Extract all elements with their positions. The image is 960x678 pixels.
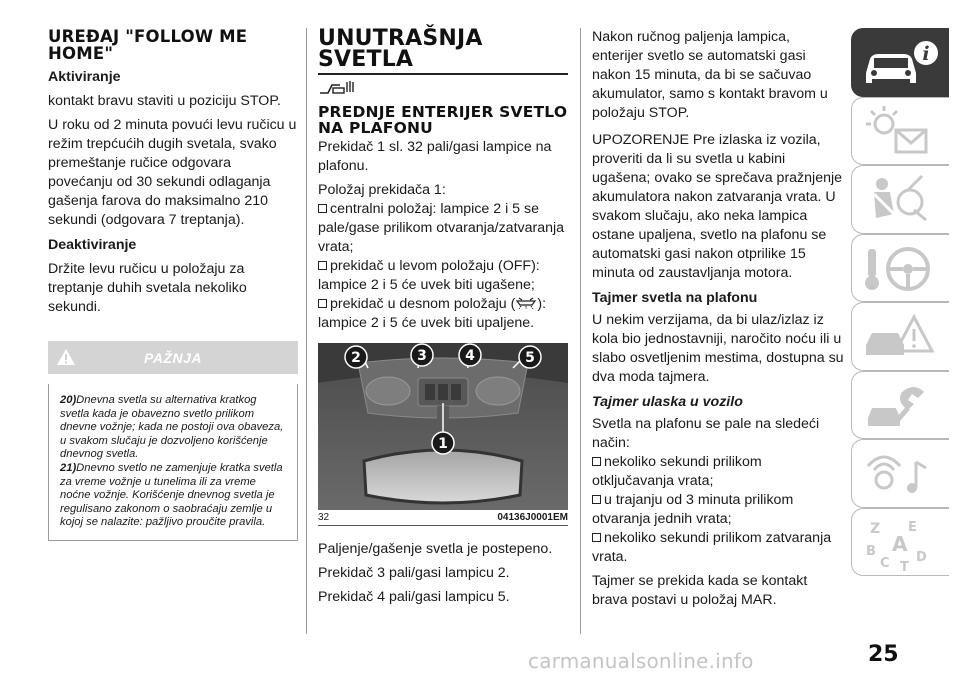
column-right: [592, 28, 844, 610]
column-left: [48, 28, 298, 541]
warning-note-21: 21)Dnevno svetlo ne zamenjuje kratka svetla za vreme vožnje u tunelima ili za vreme noćne vožnje. Korišćenje dnevnog svetla je regulisano zakonom o saobraćaju zemlje u kojoj se nalazite: pažljivo proučite pravila.: [60, 461, 283, 529]
svg-text:D: D: [916, 549, 927, 565]
svg-text:C: C: [880, 555, 890, 571]
bullet-square-icon: [592, 457, 601, 466]
deactivation-text: Držite levu ručicu u položaju za treptanje duhih svetala nekoliko sekundi.: [48, 261, 247, 315]
tab-multimedia[interactable]: [851, 439, 949, 508]
seatbelt-airbag-icon: [852, 166, 950, 234]
ceiling-light-photo-illustration: [318, 343, 568, 510]
figure-callout-4: [459, 344, 481, 366]
timer-title: Tajmer svetla na plafonu: [592, 290, 758, 306]
warning-note-20: 20)Dnevna svetla su alternativa kratkog svetla kada je obavezno svetlo prilikom dnevne vožnje; kada ne postoji ova obaveza, u svakom slučaju je dozvoljeno korišćenje dnevnog svetla.: [60, 394, 284, 461]
bullet-square-icon: [318, 204, 327, 213]
bullet-opening-door: u trajanju od 3 minuta prilikom otvaranja jednih vrata;: [592, 492, 794, 527]
svg-text:4: 4: [465, 348, 475, 364]
tab-maintenance[interactable]: [851, 371, 949, 440]
switch-3-text: Prekidač 3 pali/gasi lampicu 2.: [318, 565, 510, 581]
tab-emergency[interactable]: [851, 302, 949, 371]
tab-lights-messages[interactable]: [851, 97, 949, 166]
warning-notes: [48, 384, 298, 541]
svg-text:Z: Z: [870, 520, 881, 537]
warning-crash-icon: [852, 303, 950, 371]
figure-32-ceiling-light-photo: [318, 343, 568, 510]
figure-callout-3: [411, 344, 433, 366]
subheading-front-ceiling-light: PREDNJE ENTERIJER SVETLO NA PLAFONU: [318, 103, 568, 137]
entry-timer-title: Tajmer ulaska u vozilo: [592, 394, 743, 410]
deactivation-title: Deaktiviranje: [48, 237, 137, 253]
column-divider-1: [306, 28, 307, 634]
timer-stop-text: Tajmer se prekida kada se kontakt brava postavi u položaj MAR.: [592, 573, 808, 608]
car-info-icon: [852, 29, 950, 97]
svg-text:1: 1: [438, 436, 448, 452]
figure-code: 04136J0001EM: [497, 512, 568, 523]
auto-off-text: Nakon ručnog paljenja lampica, enterijer svetlo se automatski gasi nakon 15 minuta, da bi se sačuvao akumulator, samo s kontakt bravom u položaju STOP.: [592, 29, 828, 121]
svg-text:B: B: [866, 543, 876, 559]
svg-text:A: A: [892, 531, 908, 556]
figure-number: 32: [318, 512, 330, 523]
bullet-right-on: prekidač u desnom položaju ( ): lampice 2 i 5 će uvek biti upaljene.: [318, 296, 547, 331]
svg-text:E: E: [908, 519, 917, 535]
bullet-square-icon: [318, 299, 327, 308]
svg-text:i: i: [922, 43, 930, 65]
wrench-service-icon: [852, 372, 950, 440]
svg-text:T: T: [900, 559, 909, 575]
tab-safety[interactable]: [851, 165, 949, 234]
column-middle: [318, 28, 568, 607]
column-divider-2: [580, 28, 581, 634]
tab-car-info[interactable]: [851, 28, 949, 97]
gradual-lighting-text: Paljenje/gašenje svetla je postepeno.: [318, 541, 553, 557]
warning-title: PAŽNJA: [144, 350, 202, 366]
tab-starting-driving[interactable]: [851, 234, 949, 303]
timer-text: U nekim verzijama, da bi ulaz/izlaz iz kola bio jednostavniji, naročito noću ili u slabo osvetljenim mestima, dostupna su dva moda tajmera.: [592, 312, 844, 385]
figure-caption: [318, 510, 568, 526]
bullet-left-off: prekidač u levom položaju (OFF): lampice 2 i 5 će uvek biti ugašene;: [318, 258, 540, 293]
bullet-square-icon: [592, 533, 601, 542]
section-heading-follow-me-home: UREĐAJ "FOLLOW ME HOME": [48, 27, 248, 63]
activation-text-1: kontakt bravu staviti u poziciju STOP.: [48, 93, 281, 109]
page-number: 25: [868, 642, 899, 667]
activation-title: Aktiviranje: [48, 69, 121, 85]
tab-index[interactable]: [851, 508, 949, 577]
svg-text:5: 5: [525, 350, 535, 366]
bullet-unlocking: nekoliko sekundi prilikom otključavanja vrata;: [592, 454, 762, 489]
entry-timer-text: Svetla na plafonu se pale na sledeći način:: [592, 416, 820, 451]
switch-1-text: Prekidač 1 sl. 32 pali/gasi lampice na plafonu.: [318, 139, 552, 174]
bullet-square-icon: [318, 261, 327, 270]
warning-text: UPOZORENJE Pre izlaska iz vozila, proveriti da li su svetla u kabini ugašena; ovako se sprečava pražnjenje akumulatora nakon zatvaranja vrata. U svakom slučaju, ako neka lampica ostane upaljena, svetlo na plafonu se automatski gasi nakon otprilike 15 minuta od zaustavljanja motora.: [592, 132, 843, 281]
bullet-closing-door: nekoliko sekundi prilikom zatvaranja vrata.: [592, 530, 832, 565]
alphabet-index-icon: [852, 509, 950, 577]
bullet-central: centralni položaj: lampice 2 i 5 se pale/gase prilikom otvaranja/zatvaranja vrata;: [318, 201, 565, 255]
activation-text-2: U roku od 2 minuta povući levu ručicu u režim trepćućih dugih svetala, svako premeštanje ručice odgovara povećanju od 30 sekundi odlaganja gašenja farova do maksimalno 210 sekundi (odgovara 7 treptanja).: [48, 117, 297, 228]
heading-rule: [318, 73, 568, 75]
lights-message-icon: [852, 98, 950, 166]
bullet-square-icon: [592, 495, 601, 504]
door-lamp-symbol-icon: [515, 297, 537, 309]
radio-music-icon: [852, 440, 950, 508]
switch-positions-title: Položaj prekidača 1:: [318, 182, 446, 198]
figure-callout-2: [345, 346, 367, 368]
chapter-tabs: [851, 28, 949, 576]
watermark: carmanualsonline.info: [528, 649, 754, 673]
svg-text:2: 2: [351, 350, 361, 366]
svg-text:3: 3: [417, 348, 427, 364]
figure-callout-1: [432, 432, 454, 454]
interior-lamp-icon: [318, 79, 358, 95]
section-heading-interior-lights: UNUTRAŠNJA SVETLA: [318, 26, 483, 72]
switch-4-text: Prekidač 4 pali/gasi lampicu 5.: [318, 589, 510, 605]
warning-box: [48, 341, 298, 541]
warning-header: [48, 341, 298, 374]
key-steering-icon: [852, 235, 950, 303]
figure-callout-5: [519, 346, 541, 368]
